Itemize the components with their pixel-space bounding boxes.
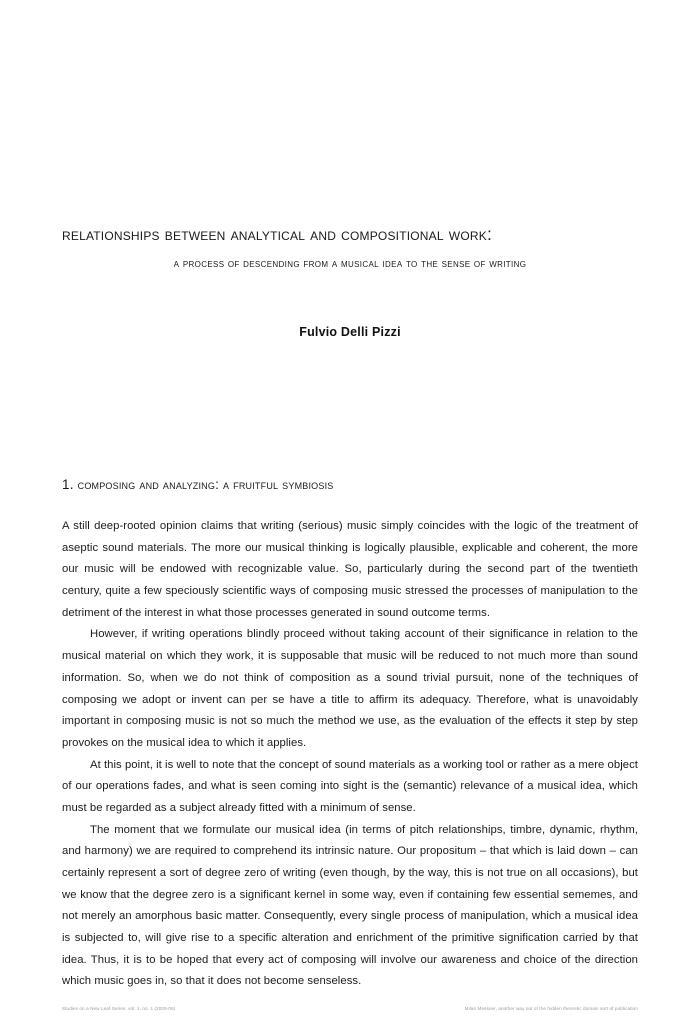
paragraph: At this point, it is well to note that the concept of sound materials as a working tool or rather as a mere object of our operations fades, and what is seen coming into sight is the (semantic) relevance of a musical idea, which must be regarded as a subject already fitted with a minimum of sense. bbox=[62, 758, 638, 814]
body-text bbox=[62, 516, 638, 993]
paragraph: The moment that we formulate our musical idea (in terms of pitch relationships, timbre, dynamic, rhythm, and harmony) we are required to comprehend its intrinsic nature. Our propositum – that which is laid down – can certainly represent a sort of degree zero of writing (even though, by the way, this is not true on all occasions), but we know that the degree zero is a significant kernel in some way, even if containing few essential sememes, and not merely an amorphous basic matter. Consequently, every single process of manipulation, which a musical idea is subjected to, will give rise to a specific alteration and enrichment of the primitive signification carried by that idea. Thus, it is to be hoped that every act of composing will involve our awareness and choice of the direction which music goes in, so that it does not become senseless. bbox=[62, 823, 638, 988]
page-subtitle: a process of descending from a musical idea to the sense of writing bbox=[173, 258, 527, 270]
page-footer bbox=[62, 1006, 638, 1020]
page-title: relationships between analytical and compositional work: bbox=[62, 223, 493, 244]
footer-left-text: Studies on a New Leaf Series, vol. 1, no. 1 (2005-06) bbox=[62, 1006, 176, 1011]
section-title: composing and analyzing: a fruitful symbiosis bbox=[77, 477, 334, 492]
section-number: 1. bbox=[62, 477, 74, 492]
footer-right-text: Milan Messner, another way out of the hidden theoretic domain sort of publication bbox=[464, 1006, 638, 1011]
paragraph: A still deep-rooted opinion claims that writing (serious) music simply coincides with the logic of the treatment of aseptic sound materials. The more our musical thinking is logically plausible, explicable and coherent, the more our music will be endowed with recognizable value. So, particularly during the second part of the twentieth century, quite a few speciously scientific ways of composing music stressed the processes of manipulation to the detriment of the interest in what those processes generated in sound outcome terms. bbox=[62, 520, 638, 619]
author-name: Fulvio Delli Pizzi bbox=[299, 325, 401, 339]
paragraph: However, if writing operations blindly proceed without taking account of their significance in relation to the musical material on which they work, it is supposable that music will be reduced to not much more than sound information. So, when we do not think of composition as a sound trivial pursuit, none of the techniques of composing we adopt or invent can per se have a title to affirm its adequacy. Therefore, what is unavoidably important in composing music is not so much the method we use, as the evaluation of the effects it step by step provokes on the musical idea to which it applies. bbox=[62, 628, 638, 749]
page-content bbox=[62, 0, 638, 1028]
section-heading bbox=[62, 477, 638, 492]
